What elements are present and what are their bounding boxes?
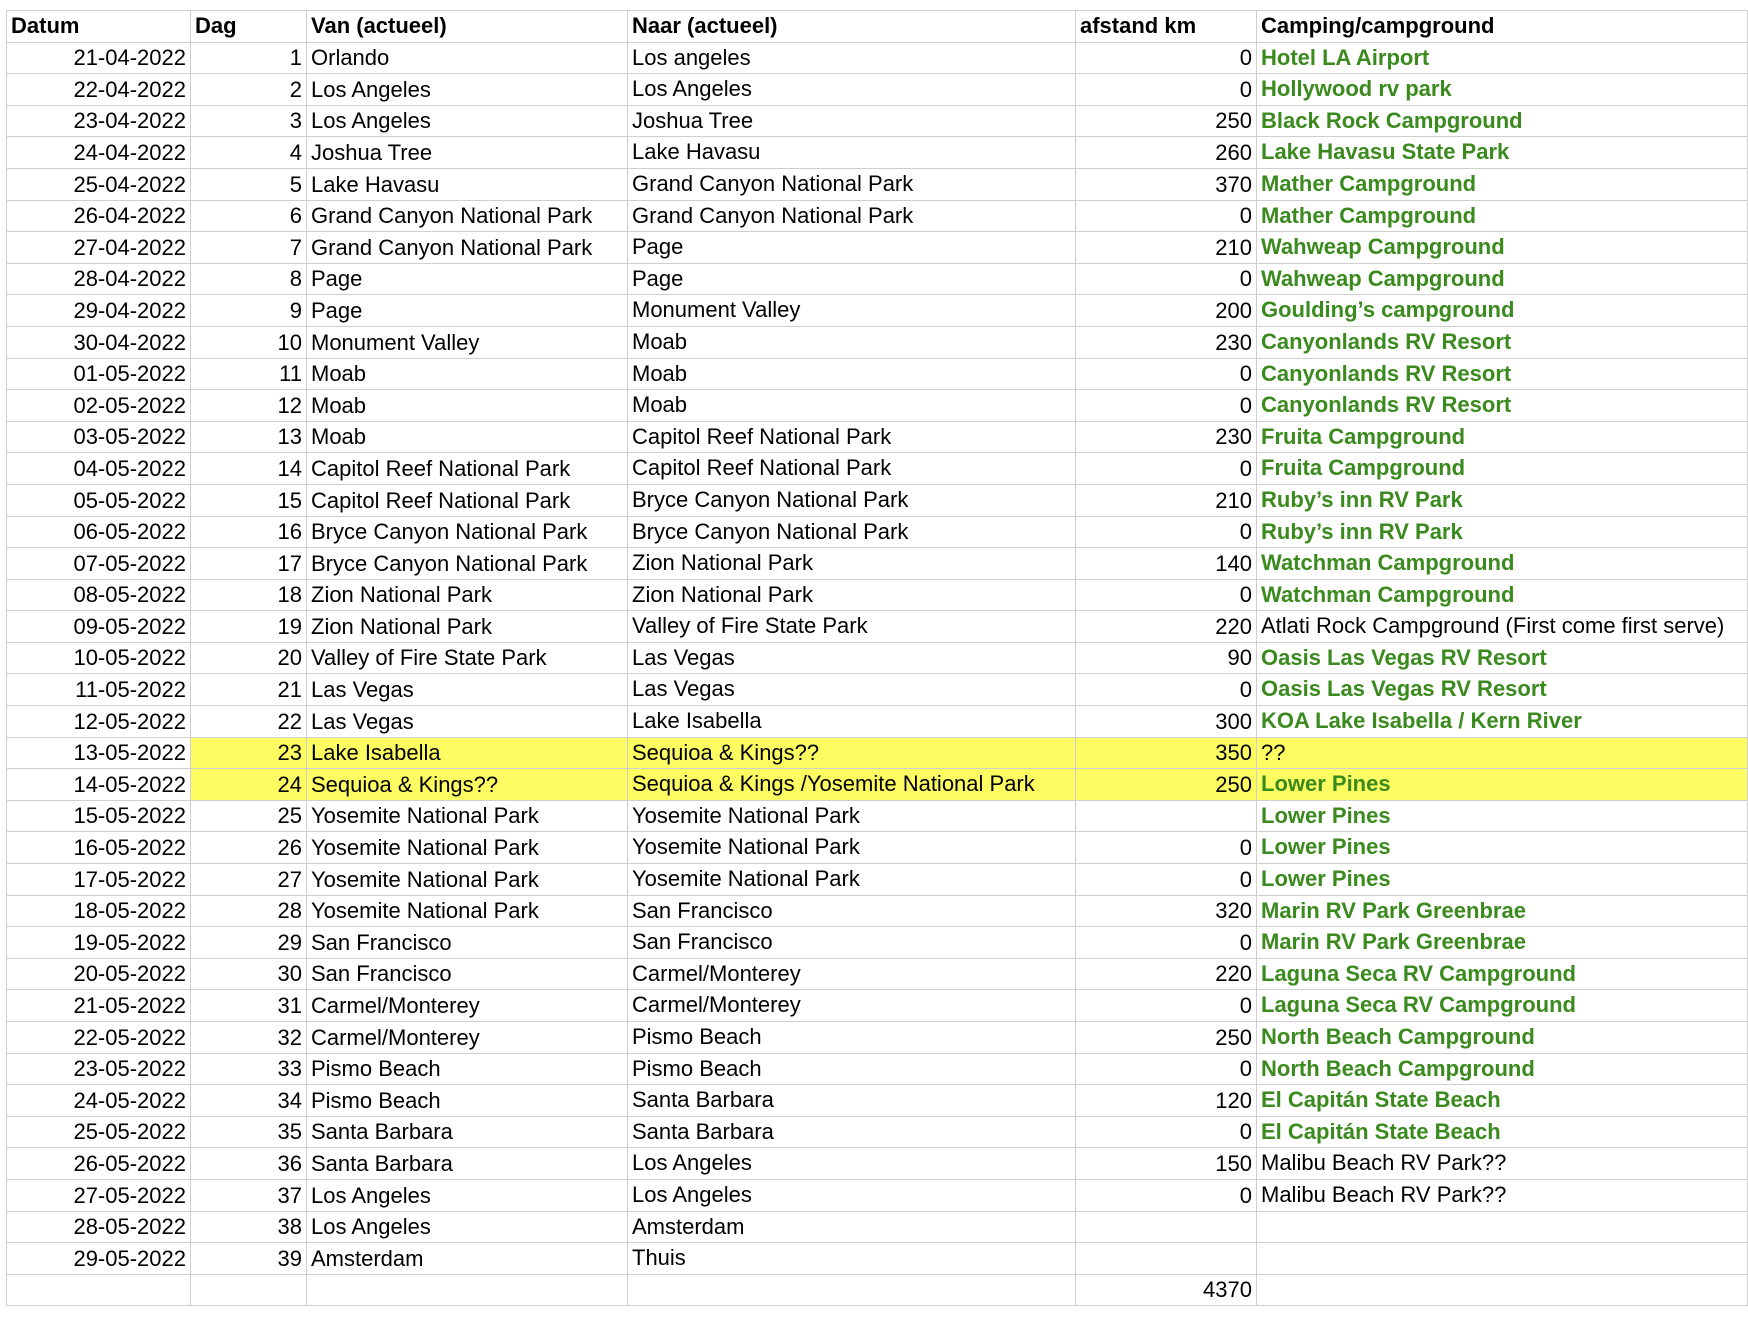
to-cell[interactable]: Joshua Tree: [628, 105, 1076, 137]
campground-cell[interactable]: [1257, 1243, 1748, 1275]
to-cell[interactable]: Zion National Park: [628, 579, 1076, 611]
to-cell[interactable]: Zion National Park: [628, 548, 1076, 580]
date-cell[interactable]: 24-05-2022: [7, 1085, 191, 1117]
table-row: [7, 642, 1748, 674]
distance-cell[interactable]: [1076, 1211, 1257, 1243]
to-cell[interactable]: Bryce Canyon National Park: [628, 516, 1076, 548]
to-cell[interactable]: Page: [628, 263, 1076, 295]
campground-cell[interactable]: Lake Havasu State Park: [1257, 137, 1748, 169]
day-cell[interactable]: 15: [191, 484, 307, 516]
table-row: [7, 390, 1748, 422]
table-row: [7, 548, 1748, 580]
table-row: [7, 295, 1748, 327]
date-cell[interactable]: 18-05-2022: [7, 895, 191, 927]
campground-cell[interactable]: Lower Pines: [1257, 800, 1748, 832]
table-row: [7, 358, 1748, 390]
day-cell[interactable]: 29: [191, 927, 307, 959]
table-row: [7, 484, 1748, 516]
to-cell[interactable]: Pismo Beach: [628, 1022, 1076, 1054]
day-cell[interactable]: 17: [191, 548, 307, 580]
campground-cell[interactable]: Canyonlands RV Resort: [1257, 390, 1748, 422]
day-cell[interactable]: 3: [191, 105, 307, 137]
total-camp-cell[interactable]: [1257, 1274, 1748, 1306]
day-cell[interactable]: 31: [191, 990, 307, 1022]
table-row: [7, 1022, 1748, 1054]
campground-cell[interactable]: Watchman Campground: [1257, 548, 1748, 580]
table-row: [7, 1148, 1748, 1180]
day-cell[interactable]: 39: [191, 1243, 307, 1275]
distance-cell[interactable]: 0: [1076, 674, 1257, 706]
distance-cell[interactable]: 320: [1076, 895, 1257, 927]
table-row: [7, 105, 1748, 137]
table-row: [7, 832, 1748, 864]
campground-cell[interactable]: Fruita Campground: [1257, 453, 1748, 485]
table-row: [7, 137, 1748, 169]
date-cell[interactable]: 26-04-2022: [7, 200, 191, 232]
table-row: [7, 1179, 1748, 1211]
column-header-naar[interactable]: Naar (actueel): [628, 11, 1076, 43]
campground-cell[interactable]: North Beach Campground: [1257, 1022, 1748, 1054]
from-cell[interactable]: Los Angeles: [307, 74, 628, 106]
date-cell[interactable]: 21-05-2022: [7, 990, 191, 1022]
distance-cell[interactable]: 0: [1076, 927, 1257, 959]
table-row: [7, 1085, 1748, 1117]
to-cell[interactable]: Moab: [628, 326, 1076, 358]
distance-cell[interactable]: 250: [1076, 105, 1257, 137]
to-cell[interactable]: Los Angeles: [628, 1148, 1076, 1180]
table-row: [7, 927, 1748, 959]
date-cell[interactable]: 21-04-2022: [7, 42, 191, 74]
table-row: [7, 674, 1748, 706]
distance-cell[interactable]: 0: [1076, 358, 1257, 390]
to-cell[interactable]: Sequioa & Kings /Yosemite National Park: [628, 769, 1076, 801]
to-cell[interactable]: Monument Valley: [628, 295, 1076, 327]
to-cell[interactable]: Pismo Beach: [628, 1053, 1076, 1085]
from-cell[interactable]: Bryce Canyon National Park: [307, 548, 628, 580]
from-cell[interactable]: Bryce Canyon National Park: [307, 516, 628, 548]
date-cell[interactable]: 14-05-2022: [7, 769, 191, 801]
date-cell[interactable]: 23-05-2022: [7, 1053, 191, 1085]
from-cell[interactable]: Las Vegas: [307, 706, 628, 738]
day-cell[interactable]: 36: [191, 1148, 307, 1180]
to-cell[interactable]: Las Vegas: [628, 642, 1076, 674]
to-cell[interactable]: Amsterdam: [628, 1211, 1076, 1243]
date-cell[interactable]: 04-05-2022: [7, 453, 191, 485]
campground-cell[interactable]: Canyonlands RV Resort: [1257, 326, 1748, 358]
from-cell[interactable]: Zion National Park: [307, 579, 628, 611]
from-cell[interactable]: Monument Valley: [307, 326, 628, 358]
to-cell[interactable]: Las Vegas: [628, 674, 1076, 706]
campground-cell[interactable]: Marin RV Park Greenbrae: [1257, 895, 1748, 927]
distance-cell[interactable]: 0: [1076, 579, 1257, 611]
to-cell[interactable]: Carmel/Monterey: [628, 990, 1076, 1022]
from-cell[interactable]: Moab: [307, 421, 628, 453]
date-cell[interactable]: 08-05-2022: [7, 579, 191, 611]
from-cell[interactable]: Yosemite National Park: [307, 864, 628, 896]
campground-cell[interactable]: North Beach Campground: [1257, 1053, 1748, 1085]
from-cell[interactable]: Santa Barbara: [307, 1148, 628, 1180]
distance-cell[interactable]: 300: [1076, 706, 1257, 738]
distance-cell[interactable]: 0: [1076, 1179, 1257, 1211]
distance-cell[interactable]: 120: [1076, 1085, 1257, 1117]
day-cell[interactable]: 7: [191, 232, 307, 264]
from-cell[interactable]: Zion National Park: [307, 611, 628, 643]
table-row: [7, 706, 1748, 738]
day-cell[interactable]: 6: [191, 200, 307, 232]
date-cell[interactable]: 28-05-2022: [7, 1211, 191, 1243]
from-cell[interactable]: Amsterdam: [307, 1243, 628, 1275]
campground-cell[interactable]: Malibu Beach RV Park??: [1257, 1148, 1748, 1180]
campground-cell[interactable]: [1257, 1211, 1748, 1243]
date-cell[interactable]: 03-05-2022: [7, 421, 191, 453]
column-header-dag[interactable]: Dag: [191, 11, 307, 43]
date-cell[interactable]: 17-05-2022: [7, 864, 191, 896]
table-row: [7, 200, 1748, 232]
campground-cell[interactable]: KOA Lake Isabella / Kern River: [1257, 706, 1748, 738]
distance-cell[interactable]: 90: [1076, 642, 1257, 674]
day-cell[interactable]: 8: [191, 263, 307, 295]
distance-cell[interactable]: 250: [1076, 769, 1257, 801]
to-cell[interactable]: Lake Havasu: [628, 137, 1076, 169]
date-cell[interactable]: 10-05-2022: [7, 642, 191, 674]
day-cell[interactable]: 14: [191, 453, 307, 485]
total-distance-cell[interactable]: 4370: [1076, 1274, 1257, 1306]
table-row: [7, 990, 1748, 1022]
distance-cell[interactable]: 230: [1076, 326, 1257, 358]
distance-cell[interactable]: 250: [1076, 1022, 1257, 1054]
to-cell[interactable]: Moab: [628, 358, 1076, 390]
to-cell[interactable]: Capitol Reef National Park: [628, 421, 1076, 453]
campground-cell[interactable]: Laguna Seca RV Campground: [1257, 958, 1748, 990]
to-cell[interactable]: Valley of Fire State Park: [628, 611, 1076, 643]
campground-cell[interactable]: Ruby’s inn RV Park: [1257, 516, 1748, 548]
day-cell[interactable]: 18: [191, 579, 307, 611]
campground-cell[interactable]: Canyonlands RV Resort: [1257, 358, 1748, 390]
table-row: [7, 1116, 1748, 1148]
table-row: [7, 1243, 1748, 1275]
date-cell[interactable]: 24-04-2022: [7, 137, 191, 169]
to-cell[interactable]: Yosemite National Park: [628, 832, 1076, 864]
to-cell[interactable]: Capitol Reef National Park: [628, 453, 1076, 485]
campground-cell[interactable]: Lower Pines: [1257, 832, 1748, 864]
table-row: [7, 421, 1748, 453]
day-cell[interactable]: 21: [191, 674, 307, 706]
to-cell[interactable]: Grand Canyon National Park: [628, 168, 1076, 200]
from-cell[interactable]: Capitol Reef National Park: [307, 453, 628, 485]
distance-cell[interactable]: 0: [1076, 1053, 1257, 1085]
total-row: [7, 1274, 1748, 1306]
column-header-afstand[interactable]: afstand km: [1076, 11, 1257, 43]
day-cell[interactable]: 26: [191, 832, 307, 864]
date-cell[interactable]: 19-05-2022: [7, 927, 191, 959]
distance-cell[interactable]: 350: [1076, 737, 1257, 769]
campground-cell[interactable]: Atlati Rock Campground (First come first serve): [1257, 611, 1748, 643]
to-cell[interactable]: Bryce Canyon National Park: [628, 484, 1076, 516]
distance-cell[interactable]: 0: [1076, 516, 1257, 548]
table-row: [7, 958, 1748, 990]
table-row: [7, 516, 1748, 548]
date-cell[interactable]: 27-04-2022: [7, 232, 191, 264]
total-day-cell[interactable]: [191, 1274, 307, 1306]
distance-cell[interactable]: 260: [1076, 137, 1257, 169]
from-cell[interactable]: Joshua Tree: [307, 137, 628, 169]
date-cell[interactable]: 28-04-2022: [7, 263, 191, 295]
distance-cell[interactable]: 0: [1076, 832, 1257, 864]
day-cell[interactable]: 38: [191, 1211, 307, 1243]
campground-cell[interactable]: Mather Campground: [1257, 200, 1748, 232]
date-cell[interactable]: 22-04-2022: [7, 74, 191, 106]
from-cell[interactable]: Grand Canyon National Park: [307, 232, 628, 264]
to-cell[interactable]: Los angeles: [628, 42, 1076, 74]
date-cell[interactable]: 26-05-2022: [7, 1148, 191, 1180]
to-cell[interactable]: Los Angeles: [628, 74, 1076, 106]
from-cell[interactable]: Carmel/Monterey: [307, 990, 628, 1022]
to-cell[interactable]: Yosemite National Park: [628, 800, 1076, 832]
distance-cell[interactable]: 370: [1076, 168, 1257, 200]
column-header-datum[interactable]: Datum: [7, 11, 191, 43]
to-cell[interactable]: Carmel/Monterey: [628, 958, 1076, 990]
date-cell[interactable]: 12-05-2022: [7, 706, 191, 738]
header-row: [7, 11, 1748, 43]
date-cell[interactable]: 01-05-2022: [7, 358, 191, 390]
to-cell[interactable]: Santa Barbara: [628, 1085, 1076, 1117]
campground-cell[interactable]: Hotel LA Airport: [1257, 42, 1748, 74]
distance-cell[interactable]: 210: [1076, 484, 1257, 516]
table-row: [7, 895, 1748, 927]
campground-cell[interactable]: Goulding’s campground: [1257, 295, 1748, 327]
from-cell[interactable]: Santa Barbara: [307, 1116, 628, 1148]
day-cell[interactable]: 20: [191, 642, 307, 674]
campground-cell[interactable]: Lower Pines: [1257, 864, 1748, 896]
day-cell[interactable]: 4: [191, 137, 307, 169]
day-cell[interactable]: 34: [191, 1085, 307, 1117]
date-cell[interactable]: 16-05-2022: [7, 832, 191, 864]
campground-cell[interactable]: Ruby’s inn RV Park: [1257, 484, 1748, 516]
to-cell[interactable]: Moab: [628, 390, 1076, 422]
distance-cell[interactable]: 0: [1076, 42, 1257, 74]
distance-cell[interactable]: [1076, 800, 1257, 832]
distance-cell[interactable]: 0: [1076, 74, 1257, 106]
day-cell[interactable]: 25: [191, 800, 307, 832]
from-cell[interactable]: Yosemite National Park: [307, 832, 628, 864]
from-cell[interactable]: Las Vegas: [307, 674, 628, 706]
date-cell[interactable]: 25-04-2022: [7, 168, 191, 200]
to-cell[interactable]: Lake Isabella: [628, 706, 1076, 738]
from-cell[interactable]: Pismo Beach: [307, 1085, 628, 1117]
distance-cell[interactable]: 0: [1076, 1116, 1257, 1148]
campground-cell[interactable]: Mather Campground: [1257, 168, 1748, 200]
date-cell[interactable]: 15-05-2022: [7, 800, 191, 832]
to-cell[interactable]: Sequioa & Kings??: [628, 737, 1076, 769]
from-cell[interactable]: Yosemite National Park: [307, 895, 628, 927]
day-cell[interactable]: 35: [191, 1116, 307, 1148]
date-cell[interactable]: 06-05-2022: [7, 516, 191, 548]
day-cell[interactable]: 5: [191, 168, 307, 200]
distance-cell[interactable]: 140: [1076, 548, 1257, 580]
table-row: [7, 232, 1748, 264]
total-date-cell[interactable]: [7, 1274, 191, 1306]
day-cell[interactable]: 16: [191, 516, 307, 548]
campground-cell[interactable]: Lower Pines: [1257, 769, 1748, 801]
campground-cell[interactable]: Malibu Beach RV Park??: [1257, 1179, 1748, 1211]
day-cell[interactable]: 19: [191, 611, 307, 643]
campground-cell[interactable]: Black Rock Campground: [1257, 105, 1748, 137]
date-cell[interactable]: 09-05-2022: [7, 611, 191, 643]
campground-cell[interactable]: Fruita Campground: [1257, 421, 1748, 453]
date-cell[interactable]: 11-05-2022: [7, 674, 191, 706]
to-cell[interactable]: Page: [628, 232, 1076, 264]
day-cell[interactable]: 13: [191, 421, 307, 453]
day-cell[interactable]: 33: [191, 1053, 307, 1085]
distance-cell[interactable]: 0: [1076, 200, 1257, 232]
day-cell[interactable]: 9: [191, 295, 307, 327]
date-cell[interactable]: 29-04-2022: [7, 295, 191, 327]
table-row: [7, 611, 1748, 643]
from-cell[interactable]: Orlando: [307, 42, 628, 74]
table-row: [7, 737, 1748, 769]
campground-cell[interactable]: ??: [1257, 737, 1748, 769]
campground-cell[interactable]: Wahweap Campground: [1257, 232, 1748, 264]
from-cell[interactable]: Lake Isabella: [307, 737, 628, 769]
from-cell[interactable]: Pismo Beach: [307, 1053, 628, 1085]
day-cell[interactable]: 32: [191, 1022, 307, 1054]
date-cell[interactable]: 29-05-2022: [7, 1243, 191, 1275]
from-cell[interactable]: Los Angeles: [307, 1211, 628, 1243]
table-row: [7, 864, 1748, 896]
day-cell[interactable]: 23: [191, 737, 307, 769]
table-row: [7, 769, 1748, 801]
from-cell[interactable]: Los Angeles: [307, 1179, 628, 1211]
date-cell[interactable]: 02-05-2022: [7, 390, 191, 422]
date-cell[interactable]: 07-05-2022: [7, 548, 191, 580]
from-cell[interactable]: Carmel/Monterey: [307, 1022, 628, 1054]
from-cell[interactable]: Page: [307, 263, 628, 295]
to-cell[interactable]: San Francisco: [628, 895, 1076, 927]
total-from-cell[interactable]: [307, 1274, 628, 1306]
campground-cell[interactable]: El Capitán State Beach: [1257, 1085, 1748, 1117]
day-cell[interactable]: 37: [191, 1179, 307, 1211]
date-cell[interactable]: 05-05-2022: [7, 484, 191, 516]
total-to-cell[interactable]: [628, 1274, 1076, 1306]
distance-cell[interactable]: [1076, 1243, 1257, 1275]
to-cell[interactable]: Yosemite National Park: [628, 864, 1076, 896]
from-cell[interactable]: Grand Canyon National Park: [307, 200, 628, 232]
day-cell[interactable]: 30: [191, 958, 307, 990]
table-row: [7, 168, 1748, 200]
day-cell[interactable]: 10: [191, 326, 307, 358]
campground-cell[interactable]: Watchman Campground: [1257, 579, 1748, 611]
distance-cell[interactable]: 0: [1076, 864, 1257, 896]
from-cell[interactable]: San Francisco: [307, 958, 628, 990]
distance-cell[interactable]: 150: [1076, 1148, 1257, 1180]
distance-cell[interactable]: 220: [1076, 958, 1257, 990]
day-cell[interactable]: 11: [191, 358, 307, 390]
date-cell[interactable]: 23-04-2022: [7, 105, 191, 137]
day-cell[interactable]: 1: [191, 42, 307, 74]
from-cell[interactable]: Yosemite National Park: [307, 800, 628, 832]
date-cell[interactable]: 20-05-2022: [7, 958, 191, 990]
from-cell[interactable]: Sequioa & Kings??: [307, 769, 628, 801]
day-cell[interactable]: 2: [191, 74, 307, 106]
campground-cell[interactable]: Wahweap Campground: [1257, 263, 1748, 295]
date-cell[interactable]: 27-05-2022: [7, 1179, 191, 1211]
table-row: [7, 453, 1748, 485]
column-header-van[interactable]: Van (actueel): [307, 11, 628, 43]
to-cell[interactable]: San Francisco: [628, 927, 1076, 959]
day-cell[interactable]: 22: [191, 706, 307, 738]
to-cell[interactable]: Los Angeles: [628, 1179, 1076, 1211]
distance-cell[interactable]: 0: [1076, 263, 1257, 295]
table-row: [7, 800, 1748, 832]
distance-cell[interactable]: 200: [1076, 295, 1257, 327]
distance-cell[interactable]: 230: [1076, 421, 1257, 453]
campground-cell[interactable]: Oasis Las Vegas RV Resort: [1257, 642, 1748, 674]
table-row: [7, 1211, 1748, 1243]
distance-cell[interactable]: 210: [1076, 232, 1257, 264]
distance-cell[interactable]: 0: [1076, 990, 1257, 1022]
table-row: [7, 326, 1748, 358]
from-cell[interactable]: Los Angeles: [307, 105, 628, 137]
campground-cell[interactable]: Laguna Seca RV Campground: [1257, 990, 1748, 1022]
to-cell[interactable]: Thuis: [628, 1243, 1076, 1275]
campground-cell[interactable]: El Capitán State Beach: [1257, 1116, 1748, 1148]
from-cell[interactable]: Page: [307, 295, 628, 327]
table-row: [7, 42, 1748, 74]
day-cell[interactable]: 28: [191, 895, 307, 927]
column-header-camping[interactable]: Camping/campground: [1257, 11, 1748, 43]
campground-cell[interactable]: Oasis Las Vegas RV Resort: [1257, 674, 1748, 706]
from-cell[interactable]: Valley of Fire State Park: [307, 642, 628, 674]
date-cell[interactable]: 22-05-2022: [7, 1022, 191, 1054]
table-row: [7, 579, 1748, 611]
table-row: [7, 74, 1748, 106]
itinerary-table: [6, 10, 1748, 1306]
distance-cell[interactable]: 220: [1076, 611, 1257, 643]
date-cell[interactable]: 30-04-2022: [7, 326, 191, 358]
distance-cell[interactable]: 0: [1076, 390, 1257, 422]
campground-cell[interactable]: Marin RV Park Greenbrae: [1257, 927, 1748, 959]
from-cell[interactable]: Moab: [307, 390, 628, 422]
campground-cell[interactable]: Hollywood rv park: [1257, 74, 1748, 106]
to-cell[interactable]: Grand Canyon National Park: [628, 200, 1076, 232]
to-cell[interactable]: Santa Barbara: [628, 1116, 1076, 1148]
day-cell[interactable]: 27: [191, 864, 307, 896]
date-cell[interactable]: 25-05-2022: [7, 1116, 191, 1148]
table-row: [7, 263, 1748, 295]
distance-cell[interactable]: 0: [1076, 453, 1257, 485]
table-row: [7, 1053, 1748, 1085]
day-cell[interactable]: 24: [191, 769, 307, 801]
from-cell[interactable]: Moab: [307, 358, 628, 390]
from-cell[interactable]: San Francisco: [307, 927, 628, 959]
from-cell[interactable]: Capitol Reef National Park: [307, 484, 628, 516]
from-cell[interactable]: Lake Havasu: [307, 168, 628, 200]
day-cell[interactable]: 12: [191, 390, 307, 422]
date-cell[interactable]: 13-05-2022: [7, 737, 191, 769]
